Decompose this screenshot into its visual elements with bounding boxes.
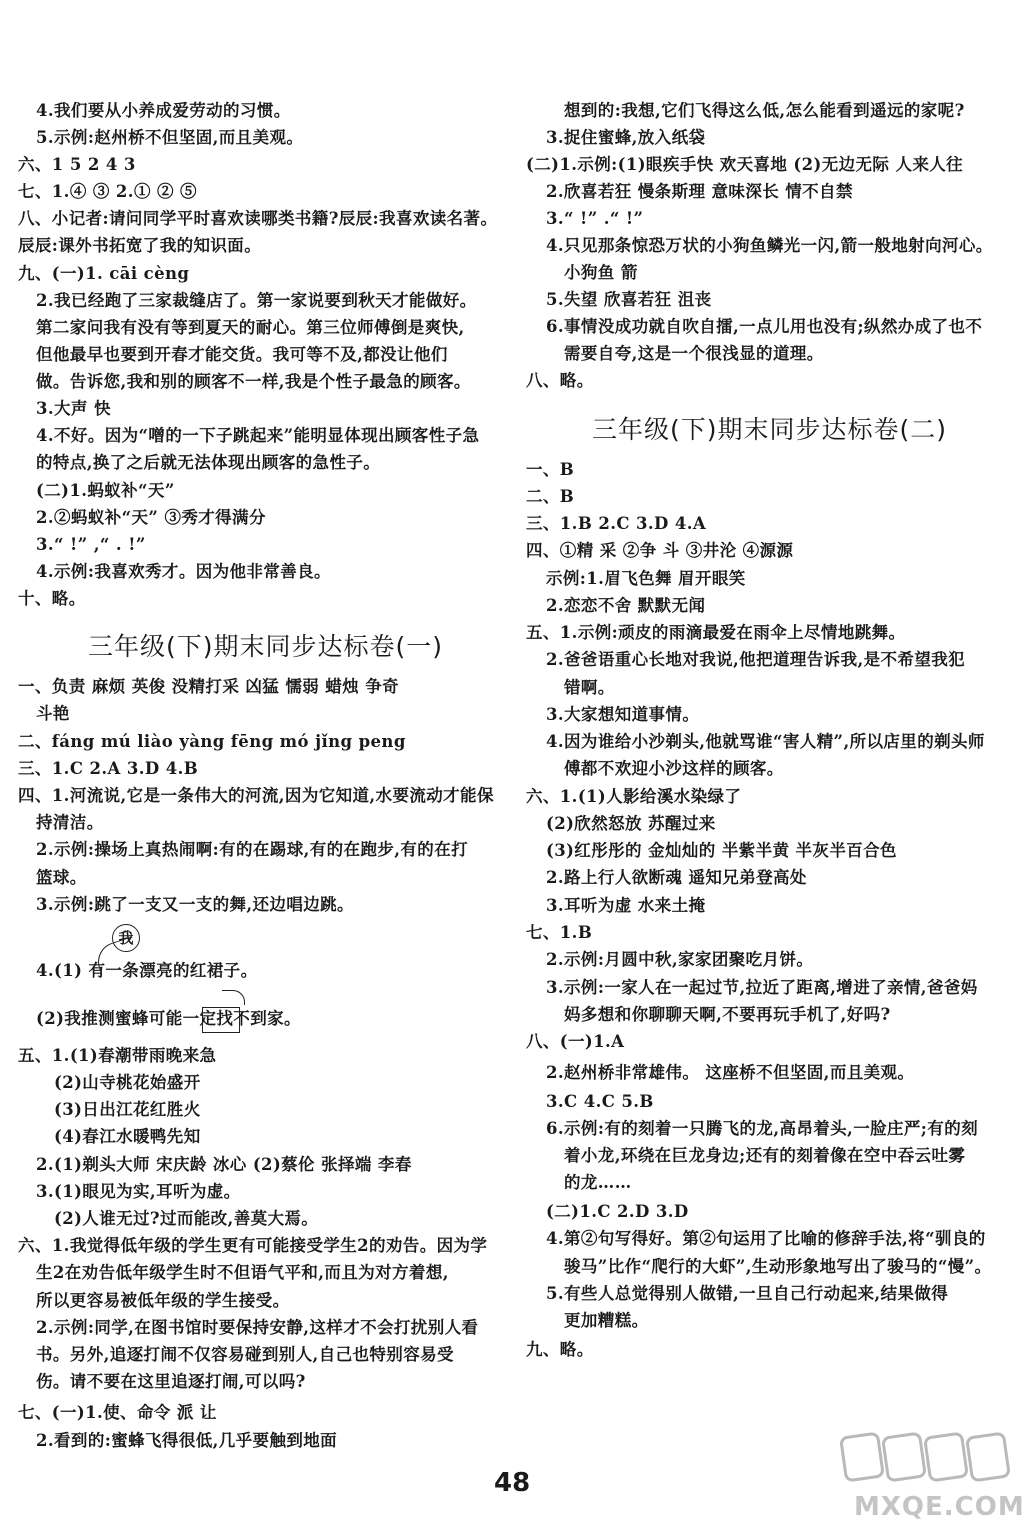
answer-line: 3.示例:一家人在一起过节,拉近了距离,增进了亲情,爸爸妈 bbox=[546, 978, 978, 997]
answer-line: 第二家问我有没有等到夏天的耐心。第三位师傅倒是爽快, bbox=[36, 318, 465, 337]
answer-line: 2.②蚂蚁补“天” ③秀才得满分 bbox=[36, 508, 266, 527]
answer-line: (3)日出江花红胜火 bbox=[54, 1100, 201, 1119]
answer-line: (二)1.示例:(1)眼疾手快 欢天喜地 (2)无边无际 人来人往 bbox=[526, 155, 964, 174]
answer-line: 2.我已经跑了三家裁缝店了。第一家说要到秋天才能做好。 bbox=[36, 291, 477, 310]
answer-line: (2)欣然怒放 苏醒过来 bbox=[546, 814, 716, 833]
answer-line: 2.欣喜若狂 慢条斯理 意味深长 情不自禁 bbox=[546, 182, 853, 201]
answer-line: (2)人谁无过?过而能改,善莫大焉。 bbox=[54, 1209, 319, 1228]
answer-line: 五、1.(1)春潮带雨晚来急 bbox=[18, 1046, 217, 1065]
answer-line: 错啊。 bbox=[564, 678, 615, 697]
answer-line: (2)我推测蜜蜂可能一定找不到家。 bbox=[36, 1009, 301, 1028]
watermark-url: MXQE.COM bbox=[854, 1492, 1025, 1522]
answer-line: 篮球。 bbox=[36, 868, 87, 887]
answer-line: 3.大家想知道事情。 bbox=[546, 705, 700, 724]
answer-line: 4.示例:我喜欢秀才。因为他非常善良。 bbox=[36, 562, 331, 581]
answer-line: 斗艳 bbox=[36, 704, 70, 723]
answer-line: 伤。请不要在这里追逐打闹,可以吗? bbox=[36, 1372, 306, 1391]
answer-line: 小狗鱼 箭 bbox=[564, 263, 638, 282]
answer-line: 八、(一)1.A bbox=[526, 1032, 625, 1051]
answer-line: 6.事情没成功就自吹自擂,一点儿用也没有;纵然办成了也不 bbox=[546, 317, 983, 336]
answer-line: 傅都不欢迎小沙这样的顾客。 bbox=[564, 759, 784, 778]
answer-line: 所以更容易被低年级的学生接受。 bbox=[36, 1291, 290, 1310]
answer-line: 但他最早也要到开春才能交货。我可等不及,都没让他们 bbox=[36, 345, 448, 364]
answer-line: 6.示例:有的刻着一只腾飞的龙,高昂着头,一脸庄严;有的刻 bbox=[546, 1119, 978, 1138]
answer-line: 4.第②句写得好。第②句运用了比喻的修辞手法,将“驯良的 bbox=[546, 1229, 986, 1248]
answer-line: 示例:1.眉飞色舞 眉开眼笑 bbox=[546, 569, 746, 588]
watermark-logo bbox=[832, 1430, 1025, 1530]
answer-line: 3.大声 快 bbox=[36, 399, 111, 418]
answer-line: 一、B bbox=[526, 460, 575, 479]
answer-line: 2.示例:月圆中秋,家家团聚吃月饼。 bbox=[546, 950, 814, 969]
answer-line: 2.看到的:蜜蜂飞得很低,几乎要触到地面 bbox=[36, 1431, 338, 1450]
answer-line: 3.示例:跳了一支又一支的舞,还边唱边跳。 bbox=[36, 895, 354, 914]
answer-line: 六、1.(1)人影给溪水染绿了 bbox=[526, 787, 742, 806]
answer-line: 五、1.示例:顽皮的雨滴最爱在雨伞上尽情地跳舞。 bbox=[526, 623, 906, 642]
answer-line: 4.不好。因为“噌的一下子跳起来”能明显体现出顾客性子急 bbox=[36, 426, 480, 445]
page-number: 48 bbox=[494, 1468, 531, 1498]
section-title-2: 三年级(下)期末同步达标卷(二) bbox=[592, 415, 948, 444]
answer-line: 2.示例:同学,在图书馆时要保持安静,这样才不会打扰别人看 bbox=[36, 1318, 479, 1337]
answer-line: 4.只见那条惊恐万状的小狗鱼鳞光一闪,箭一般地射向河心。 bbox=[546, 236, 993, 255]
answer-line: 着小龙,环绕在巨龙身边;还有的刻着像在空中吞云吐雾 bbox=[564, 1146, 966, 1165]
answer-line: 3.耳听为虚 水来土掩 bbox=[546, 896, 706, 915]
answer-line: (3)红彤彤的 金灿灿的 半紫半黄 半灰半百合色 bbox=[546, 841, 897, 860]
answer-line: 六、1.我觉得低年级的学生更有可能接受学生2的劝告。因为学 bbox=[18, 1236, 488, 1255]
answer-line: 5.示例:赵州桥不但坚固,而且美观。 bbox=[36, 128, 304, 147]
answer-line: 书。另外,追逐打闹不仅容易碰到别人,自己也特别容易受 bbox=[36, 1345, 454, 1364]
answer-line: 2.恋恋不舍 默默无闻 bbox=[546, 596, 706, 615]
answer-line: 的特点,换了之后就无法体现出顾客的急性子。 bbox=[36, 453, 381, 472]
answer-line: 辰辰:课外书拓宽了我的知识面。 bbox=[18, 236, 262, 255]
answer-line: 4.(1) 有一条漂亮的红裙子。 bbox=[36, 961, 258, 980]
answer-line: 生2在劝告低年级学生时不但语气平和,而且为对方着想, bbox=[36, 1263, 449, 1282]
answer-line: 4.我们要从小养成爱劳动的习惯。 bbox=[36, 101, 291, 120]
deletion-curl-mark bbox=[222, 990, 245, 1005]
answer-line: 二、fáng mú liào yàng fēng mó jǐng peng bbox=[18, 732, 406, 751]
answer-line: 三、1.C 2.A 3.D 4.B bbox=[18, 759, 199, 778]
answer-line: 九、略。 bbox=[526, 1340, 594, 1359]
answer-line: 3.(1)眼见为实,耳听为虚。 bbox=[36, 1182, 241, 1201]
answer-line: 持清洁。 bbox=[36, 813, 104, 832]
answer-line: 5.失望 欣喜若狂 沮丧 bbox=[546, 290, 712, 309]
answer-line: 七、(一)1.使、命令 派 让 bbox=[18, 1403, 217, 1422]
section-title-1: 三年级(下)期末同步达标卷(一) bbox=[88, 632, 444, 661]
answer-line: 十、略。 bbox=[18, 589, 86, 608]
answer-line: 做。告诉您,我和别的顾客不一样,我是个性子最急的顾客。 bbox=[36, 372, 471, 391]
answer-line: 2.爸爸语重心长地对我说,他把道理告诉我,是不希望我犯 bbox=[546, 650, 966, 669]
answer-line: 5.有些人总觉得别人做错,一旦自己行动起来,结果做得 bbox=[546, 1284, 949, 1303]
answer-line: 更加糟糕。 bbox=[564, 1311, 649, 1330]
answer-line: 3.“ !” ,“ . !” bbox=[36, 535, 146, 554]
answer-line: (4)春江水暖鸭先知 bbox=[54, 1127, 201, 1146]
answer-line: 骏马”比作“爬行的大虾”,生动形象地写出了骏马的“慢”。 bbox=[564, 1257, 992, 1276]
answer-line: 的龙…… bbox=[564, 1173, 632, 1192]
answer-line: 七、1.B bbox=[526, 923, 593, 942]
answer-line: 2.赵州桥非常雄伟。 这座桥不但坚固,而且美观。 bbox=[546, 1063, 915, 1082]
answer-line: 七、1.④ ③ 2.① ② ⑤ bbox=[18, 182, 197, 201]
answer-line: (二)1.蚂蚁补“天” bbox=[36, 481, 175, 500]
deletion-box-mark bbox=[202, 1007, 240, 1033]
answer-line: 三、1.B 2.C 3.D 4.A bbox=[526, 514, 707, 533]
answer-line: 想到的:我想,它们飞得这么低,怎么能看到遥远的家呢? bbox=[564, 101, 965, 120]
answer-line: 2.示例:操场上真热闹啊:有的在踢球,有的在跑步,有的在打 bbox=[36, 840, 468, 859]
answer-line: 2.(1)剃头大师 宋庆龄 冰心 (2)蔡伦 张择端 李春 bbox=[36, 1155, 412, 1174]
answer-line: 一、负责 麻烦 英俊 没精打采 凶猛 懦弱 蜡烛 争奇 bbox=[18, 677, 400, 696]
answer-line: (2)山寺桃花始盛开 bbox=[54, 1073, 201, 1092]
answer-line: 3.C 4.C 5.B bbox=[546, 1092, 654, 1111]
answer-line: 3.捉住蜜蜂,放入纸袋 bbox=[546, 128, 706, 147]
answer-line: (二)1.C 2.D 3.D bbox=[546, 1202, 689, 1221]
answer-line: 四、1.河流说,它是一条伟大的河流,因为它知道,水要流动才能保 bbox=[18, 786, 494, 805]
answer-line: 二、B bbox=[526, 487, 575, 506]
answer-line: 四、①精 采 ②争 斗 ③井沦 ④源源 bbox=[526, 541, 794, 560]
answer-line: 六、1 5 2 4 3 bbox=[18, 155, 136, 174]
answer-line: 九、(一)1. cāi cèng bbox=[18, 264, 190, 283]
insertion-mark-wo: 我 bbox=[112, 924, 140, 952]
answer-line: 2.路上行人欲断魂 遥知兄弟登高处 bbox=[546, 868, 807, 887]
answer-line: 4.因为谁给小沙剃头,他就骂谁“害人精”,所以店里的剃头师 bbox=[546, 732, 985, 751]
answer-line: 需要自夸,这是一个很浅显的道理。 bbox=[564, 344, 824, 363]
answer-line: 八、小记者:请问同学平时喜欢读哪类书籍?辰辰:我喜欢读名著。 bbox=[18, 209, 498, 228]
answer-line: 八、略。 bbox=[526, 371, 594, 390]
answer-line: 妈多想和你聊聊天啊,不要再玩手机了,好吗? bbox=[564, 1005, 891, 1024]
answer-line: 3.“ !” .“ !” bbox=[546, 209, 644, 228]
